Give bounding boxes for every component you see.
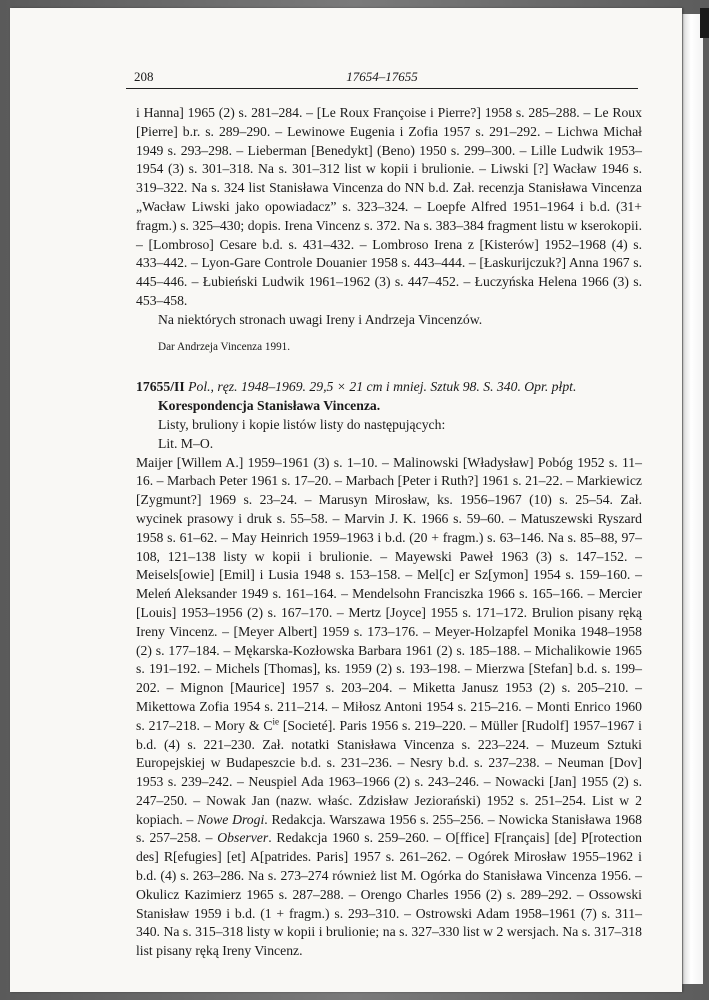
running-title: 17654–17655 [346, 69, 418, 84]
entry-subtitle: Listy, bruliony i kopie listów listy do następujących: [158, 416, 446, 432]
entry-italic-title-2: Observer [217, 830, 269, 846]
entry-description: Pol., ręz. 1948–1969. 29,5 × 21 cm i mniej. Sztuk 98. S. 340. Opr. płpt. [188, 379, 577, 395]
entry-remark: Na niektórych stronach uwagi Ireny i Andrzeja Vincenzów. [158, 311, 483, 327]
entry-continued-text: i Hanna] 1965 (2) s. 281–284. – [Le Roux Françoise i Pierre?] 1958 s. 285–288. – Le Roux [Pierre] b.r. s. 289–290. – Lewinowe Eugenia i Zofia 1957 s. 291–292. – Lichwa Michał 1949 s. 293–298. – Lieberman [Benedykt] (Beno) 1950 s. 299–300. – Lille Ludwik 1953–1954 (3) s. 301–318. Na s. 301–312 list w kopii i brulionie. – Liwski [?] Wacław 1946 s. 319–322. Na s. 324 list Stanisława Vincenza do NN b.d. Zał. recenzja Stanisława Vincenza „Wacław Liwski jako opowiadacz” s. 323–324. – Loepfe Alfred 1951–1964 i b.d. (31+ fragm.) s. 325–430; dopis. Irena Vincenz s. 372. Na s. 383–384 fragment listu w kserokopii. – [Lombroso] Cesare b.d. s. 431–432. – Lombroso Irena z [Kisterów] 1952–1968 (4) s. 433–442. – Lyon-Gare Controle Douanier 1958 s. 443–444. – [Łaskurijczuk?] Anna 1967 s. 445–446. – Łubieński Ludwik 1961–1962 (3) s. 447–452. – Łuczyńska Helena 1966 (3) s. 453–458. [136, 105, 642, 308]
page-content [136, 104, 642, 961]
entry-correspondents [136, 454, 642, 962]
entry-title: Korespondencja Stanisława Vincenza. [158, 398, 381, 414]
entry-signature: 17655/II [136, 379, 185, 395]
entry-text-part2: [Societé]. Paris 1956 s. 219–220. – Müller [Rudolf] 1957–1967 i b.d. (4) s. 221–230. Zał. notatki Stanisława Vincenza s. 223–224. – Muzeum Sztuki Europejskiej w Budapeszcie b.d. s. 231–236. – Nesry b.d. s. 237–238. – Neuman [Dov] 1953 s. 239–242. – Neuspiel Ada 1963–1966 (2) s. 243–246. – Nowacki [Jan] 1955 (2) s. 247–250. – Nowak Jan (nazw. właśc. Zdzisław Jeziorański) 1952 s. 251–254. List w 2 kopiach. – [136, 717, 642, 827]
page-number: 208 [134, 69, 154, 84]
entry-text-part1: Maijer [Willem A.] 1959–1961 (3) s. 1–10. – Malinowski [Władysław] Pobóg 1952 s. 11–16. – Marbach Peter 1961 s. 17–20. – Marbach [Peter i Ruth?] 1961 s. 21–22. – Markiewicz [Zygmunt?] 1969 s. 23–24. – Marusyn Mirosław, ks. 1956–1967 (10) s. 25–54. Zał. wycinek prasowy i druk s. 55–58. – Marvin J. K. 1966 s. 59–60. – Matuszewski Ryszard 1958 s. 61–62. – May Heinrich 1959–1963 i b.d. (20 + fragm.) s. 63–146. Na s. 85–88, 97–108, 121–138 listy w kopii i brulionie. – Mayewski Paweł 1963 (3) s. 147–152. – Meisels[owie] [Emil] i Lusia 1948 s. 153–158. – Mel[c] er Sz[ymon] 1954 s. 159–160. – Meleń Aleksander 1949 s. 161–164. – Mendelsohn Franciszka 1966 s. 165–166. – Mercier [Louis] 1953–1956 (2) s. 167–170. – Mertz [Joyce] 1955 s. 171–172. Brulion pisany ręką Ireny Vincenz. – [Meyer Albert] 1959 s. 173–176. – Meyer-Holzapfel Monika 1948–1958 (2) s. 177–184. – Mękarska-Kozłowska Barbara 1961 (2) s. 185–188. – Michalikowie 1965 s. 191–192. – Michels [Thomas], ks. 1959 (2) s. 193–198. – Mierzwa [Stefan] b.d. s. 199–202. – Mignon [Maurice] 1957 s. 203–204. – Miketta Janusz 1953 (2) s. 205–210. – Mikettowa Zofia 1954 s. 211–214. – Miłosz Antoni 1954 s. 215–216. – Monti Enrico 1960 s. 217–218. – Mory & C [136, 454, 642, 733]
entry-text-part4: . Redakcja 1960 s. 259–260. – O[ffice] F[rançais] [de] P[rotection des] R[efugies] [et] A[patrides. Paris] 1957 s. 261–262. – Ogórek Mirosław 1955–1962 i b.d. (4) s. 263–286. Na s. 273–274 również list M. Ogórka do Stanisława Vincenza 1956. – Okulicz Kazimierz 1965 s. 287–288. – Orengo Charles 1956 (2) s. 289–292. – Ossowski Stanisław 1959 i b.d. (1 + fragm.) s. 293–310. – Ostrowski Adam 1958–1961 (7) s. 311–340. Na s. 315–318 listy w kopii i brulionie; na s. 327–330 list w 2 wersjach. Na s. 317–318 list pisany ręką Ireny Vincenz. [136, 830, 642, 959]
scan-edge-mark [700, 8, 709, 38]
entry-superscript: ie [272, 716, 279, 727]
page-edge [682, 14, 703, 984]
page-header [126, 68, 638, 89]
entry-italic-title-1: Nowe Drogi [197, 811, 265, 827]
entry-text-part3: . Redakcja. Warszawa 1956 s. 255–256. – Nowicka Stanisława 1968 s. 257–258. – [136, 811, 642, 846]
donation-note: Dar Andrzeja Vincenza 1991. [158, 340, 291, 353]
entry-letters-range: Lit. M–O. [158, 435, 214, 451]
entry-heading [136, 378, 642, 397]
